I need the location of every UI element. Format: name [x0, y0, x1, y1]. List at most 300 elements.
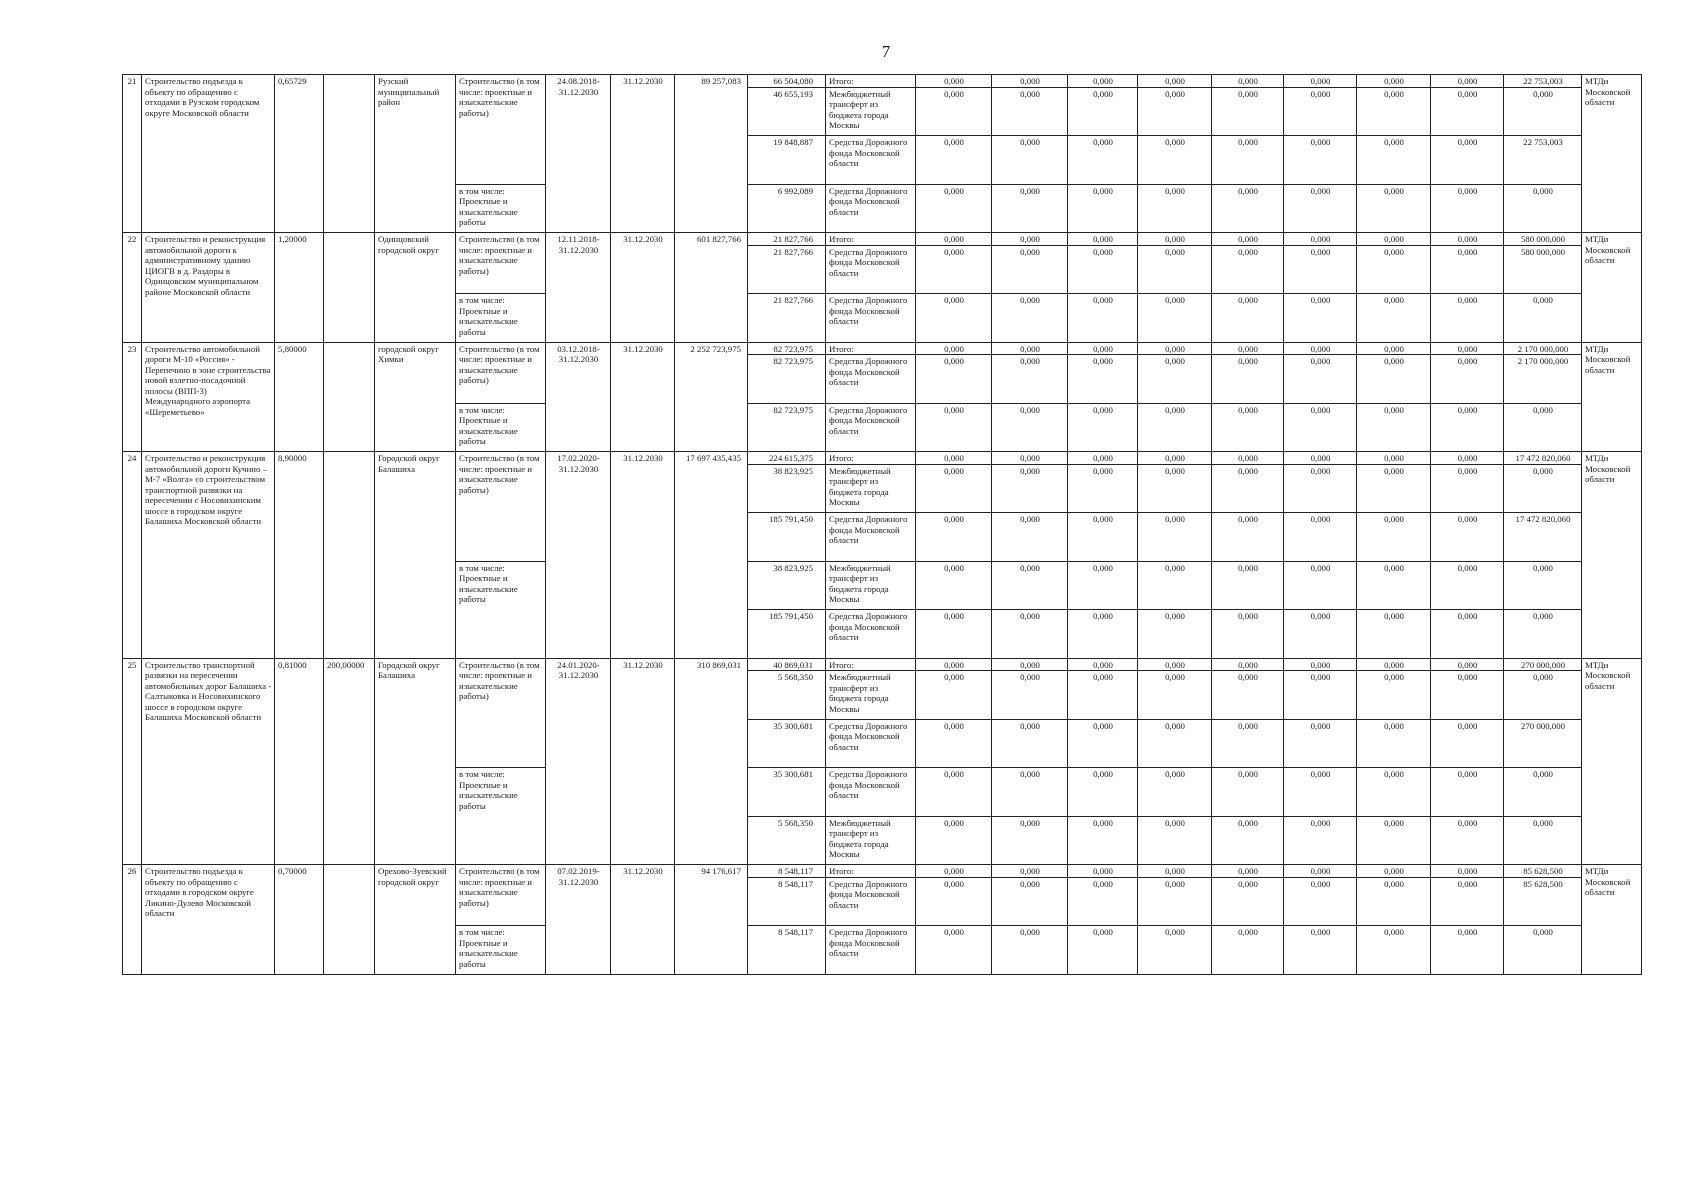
amount-value: 0,000: [1431, 245, 1504, 294]
amount-value: 0,000: [1284, 865, 1357, 878]
amount-value: 0,000: [916, 136, 992, 185]
amount-value: 0,000: [916, 75, 992, 88]
funding-source: Средства Дорожного фонда Московской области: [826, 294, 916, 343]
funding-amount: 185 791,450: [748, 513, 826, 562]
responsible-org: МТДи Московской области: [1582, 75, 1642, 233]
amount-value: 0,000: [1068, 294, 1138, 343]
amount-value: 2 170 000,000: [1504, 342, 1582, 355]
works-construction: Строительство (в том числе: проектные и изыскательские работы): [456, 452, 546, 562]
municipality: городской округ Химки: [375, 342, 456, 452]
funding-amount: 82 723,975: [748, 355, 826, 404]
amount-value: 0,000: [1138, 245, 1212, 294]
project-number: 26: [123, 865, 142, 975]
amount-value: 0,000: [1138, 75, 1212, 88]
amount-value: 0,000: [916, 610, 992, 659]
funding-amount: 21 827,766: [748, 294, 826, 343]
project-length-2: 200,00000: [324, 658, 375, 865]
amount-value: 0,000: [992, 233, 1068, 246]
period: 24.08.2018-31.12.2030: [546, 75, 611, 233]
amount-value: 0,000: [1431, 75, 1504, 88]
project-length-2: [324, 865, 375, 975]
amount-value: 0,000: [1068, 671, 1138, 720]
amount-value: 0,000: [1284, 75, 1357, 88]
amount-value: 0,000: [1138, 452, 1212, 465]
amount-value: 0,000: [1431, 671, 1504, 720]
amount-value: 0,000: [1504, 671, 1582, 720]
amount-value: 0,000: [1357, 75, 1431, 88]
amount-value: 0,000: [1212, 355, 1284, 404]
project-length-2: [324, 452, 375, 659]
amount-value: 0,000: [916, 87, 992, 136]
amount-value: 0,000: [1068, 87, 1138, 136]
amount-value: 0,000: [992, 464, 1068, 513]
amount-value: 0,000: [1357, 926, 1431, 975]
amount-value: 0,000: [916, 768, 992, 817]
amount-value: 0,000: [916, 865, 992, 878]
amount-value: 0,000: [1431, 342, 1504, 355]
amount-value: 270 000,000: [1504, 658, 1582, 671]
amount-value: 0,000: [1284, 184, 1357, 233]
municipality: Городской округ Балашиха: [375, 658, 456, 865]
works-design: в том числе: Проектные и изыскательские работы: [456, 403, 546, 452]
table-row: [123, 342, 1642, 355]
responsible-org: МТДи Московской области: [1582, 452, 1642, 659]
works-design: в том числе: Проектные и изыскательские работы: [456, 184, 546, 233]
amount-value: 0,000: [1138, 136, 1212, 185]
funding-source: Межбюджетный трансферт из бюджета города Москвы: [826, 671, 916, 720]
funding-source: Итого:: [826, 452, 916, 465]
amount-value: 0,000: [916, 658, 992, 671]
amount-value: 0,000: [916, 816, 992, 865]
funding-amount: 6 992,089: [748, 184, 826, 233]
projects-table: [122, 74, 1642, 975]
amount-value: 0,000: [916, 184, 992, 233]
amount-value: 0,000: [1357, 136, 1431, 185]
amount-value: 0,000: [992, 294, 1068, 343]
amount-value: 0,000: [1431, 816, 1504, 865]
funding-amount: 5 568,350: [748, 671, 826, 720]
funding-source: Средства Дорожного фонда Московской области: [826, 245, 916, 294]
amount-value: 0,000: [1068, 403, 1138, 452]
project-name: Строительство автомобильной дороги М-10 «Россия» - Перепечино в зоне строительства новой взлетно-посадочной полосы (ВПП-3) Международного аэропорта «Шереметьево»: [142, 342, 275, 452]
works-construction: Строительство (в том числе: проектные и изыскательские работы): [456, 342, 546, 403]
project-name: Строительство и реконструкция автомобильной дороги к административному зданию ЦИОГВ в д. Раздоры в Одинцовском муниципальном районе Московской области: [142, 233, 275, 343]
funding-amount: 38 823,925: [748, 464, 826, 513]
amount-value: 0,000: [1068, 342, 1138, 355]
amount-value: 0,000: [1212, 816, 1284, 865]
amount-value: 0,000: [1138, 865, 1212, 878]
municipality: Городской округ Балашиха: [375, 452, 456, 659]
amount-value: 0,000: [992, 719, 1068, 768]
amount-value: 2 170 000,000: [1504, 355, 1582, 404]
amount-value: 0,000: [1138, 294, 1212, 343]
amount-value: 0,000: [1138, 513, 1212, 562]
amount-value: 0,000: [992, 865, 1068, 878]
amount-value: 0,000: [1284, 610, 1357, 659]
amount-value: 0,000: [1212, 87, 1284, 136]
amount-value: 0,000: [1138, 671, 1212, 720]
amount-value: 0,000: [1284, 342, 1357, 355]
municipality: Орехово-Зуевский городской округ: [375, 865, 456, 975]
funding-source: Итого:: [826, 658, 916, 671]
funding-amount: 19 848,887: [748, 136, 826, 185]
project-number: 25: [123, 658, 142, 865]
amount-value: 85 628,500: [1504, 877, 1582, 926]
amount-value: 0,000: [916, 245, 992, 294]
funding-source: Средства Дорожного фонда Московской области: [826, 513, 916, 562]
amount-value: 0,000: [1068, 245, 1138, 294]
amount-value: 0,000: [1357, 342, 1431, 355]
amount-value: 0,000: [1357, 87, 1431, 136]
amount-value: 0,000: [1212, 768, 1284, 817]
amount-value: 0,000: [1357, 610, 1431, 659]
period: 12.11.2018-31.12.2030: [546, 233, 611, 343]
amount-value: 0,000: [1068, 513, 1138, 562]
amount-value: 0,000: [1357, 355, 1431, 404]
amount-value: 0,000: [1504, 610, 1582, 659]
project-name: Строительство транспортной развязки на пересечении автомобильных дорог Балашиха - Салтыковка и Носовихинского шоссе в городском округе Балашиха Московской области: [142, 658, 275, 865]
amount-value: 0,000: [1504, 816, 1582, 865]
funding-source: Итого:: [826, 233, 916, 246]
amount-value: 0,000: [1068, 865, 1138, 878]
projects-table-body: [123, 75, 1642, 975]
amount-value: 0,000: [1431, 294, 1504, 343]
amount-value: 0,000: [1068, 136, 1138, 185]
amount-value: 0,000: [992, 87, 1068, 136]
amount-value: 0,000: [916, 464, 992, 513]
amount-value: 0,000: [1068, 877, 1138, 926]
responsible-org: МТДи Московской области: [1582, 658, 1642, 865]
amount-value: 0,000: [1138, 877, 1212, 926]
amount-value: 0,000: [1284, 877, 1357, 926]
amount-value: 0,000: [1357, 513, 1431, 562]
funding-source: Межбюджетный трансферт из бюджета города Москвы: [826, 464, 916, 513]
amount-value: 0,000: [1068, 816, 1138, 865]
period: 07.02.2019-31.12.2030: [546, 865, 611, 975]
amount-value: 0,000: [1284, 355, 1357, 404]
project-length: 0,81000: [275, 658, 324, 865]
amount-value: 85 628,500: [1504, 865, 1582, 878]
amount-value: 0,000: [1357, 658, 1431, 671]
amount-value: 0,000: [1431, 513, 1504, 562]
amount-value: 0,000: [1212, 245, 1284, 294]
funding-source: Средства Дорожного фонда Московской области: [826, 136, 916, 185]
amount-value: 0,000: [992, 403, 1068, 452]
amount-value: 0,000: [1357, 877, 1431, 926]
amount-value: 0,000: [1431, 184, 1504, 233]
amount-value: 0,000: [1138, 768, 1212, 817]
funding-amount: 224 615,375: [748, 452, 826, 465]
amount-value: 0,000: [1212, 610, 1284, 659]
funding-amount: 40 869,031: [748, 658, 826, 671]
amount-value: 0,000: [992, 877, 1068, 926]
amount-value: 0,000: [992, 513, 1068, 562]
funding-amount: 185 791,450: [748, 610, 826, 659]
funding-amount: 82 723,975: [748, 403, 826, 452]
funding-amount: 21 827,766: [748, 245, 826, 294]
amount-value: 0,000: [992, 768, 1068, 817]
amount-value: 0,000: [992, 816, 1068, 865]
amount-value: 0,000: [916, 513, 992, 562]
project-number: 21: [123, 75, 142, 233]
project-length: 1,20000: [275, 233, 324, 343]
funding-source: Межбюджетный трансферт из бюджета города Москвы: [826, 87, 916, 136]
amount-value: 580 000,000: [1504, 245, 1582, 294]
amount-value: 0,000: [992, 75, 1068, 88]
amount-value: 0,000: [1504, 184, 1582, 233]
amount-value: 0,000: [992, 342, 1068, 355]
table-row: [123, 452, 1642, 465]
amount-value: 0,000: [992, 658, 1068, 671]
project-name: Строительство и реконструкция автомобильной дороги Кучино – М-7 «Волга» со строительством транспортной развязки на пересечении с Носовихинским шоссе в городском округе Балашиха Московской области: [142, 452, 275, 659]
amount-value: 580 000,000: [1504, 233, 1582, 246]
amount-value: 17 472 820,060: [1504, 452, 1582, 465]
amount-value: 0,000: [1357, 768, 1431, 817]
amount-value: 0,000: [1284, 658, 1357, 671]
amount-value: 0,000: [1138, 184, 1212, 233]
amount-value: 0,000: [992, 561, 1068, 610]
funding-source: Итого:: [826, 342, 916, 355]
funding-amount: 82 723,975: [748, 342, 826, 355]
amount-value: 0,000: [1284, 513, 1357, 562]
end-date: 31.12.2030: [611, 233, 675, 343]
funding-amount: 35 300,681: [748, 768, 826, 817]
amount-value: 0,000: [916, 342, 992, 355]
amount-value: 0,000: [1068, 355, 1138, 404]
project-number: 23: [123, 342, 142, 452]
amount-value: 0,000: [1504, 926, 1582, 975]
amount-value: 0,000: [1431, 610, 1504, 659]
amount-value: 0,000: [1504, 403, 1582, 452]
amount-value: 0,000: [1212, 294, 1284, 343]
amount-value: 0,000: [1138, 342, 1212, 355]
funding-source: Средства Дорожного фонда Московской области: [826, 719, 916, 768]
funding-source: Средства Дорожного фонда Московской области: [826, 768, 916, 817]
amount-value: 0,000: [1138, 233, 1212, 246]
amount-value: 0,000: [992, 245, 1068, 294]
funding-source: Средства Дорожного фонда Московской области: [826, 610, 916, 659]
amount-value: 0,000: [916, 719, 992, 768]
amount-value: 0,000: [1284, 87, 1357, 136]
amount-value: 0,000: [916, 403, 992, 452]
amount-value: 0,000: [1068, 464, 1138, 513]
funding-amount: 5 568,350: [748, 816, 826, 865]
table-row: [123, 75, 1642, 88]
project-cost: 94 176,617: [675, 865, 748, 975]
amount-value: 0,000: [1068, 75, 1138, 88]
amount-value: 0,000: [1431, 233, 1504, 246]
end-date: 31.12.2030: [611, 658, 675, 865]
amount-value: 0,000: [1504, 768, 1582, 817]
amount-value: 0,000: [1284, 452, 1357, 465]
amount-value: 0,000: [1212, 136, 1284, 185]
amount-value: 0,000: [1212, 513, 1284, 562]
works-design: в том числе: Проектные и изыскательские работы: [456, 768, 546, 865]
amount-value: 0,000: [1068, 719, 1138, 768]
amount-value: 0,000: [1212, 926, 1284, 975]
amount-value: 0,000: [1068, 233, 1138, 246]
period: 24.01.2020-31.12.2030: [546, 658, 611, 865]
amount-value: 0,000: [1284, 136, 1357, 185]
works-construction: Строительство (в том числе: проектные и изыскательские работы): [456, 865, 546, 926]
amount-value: 0,000: [1212, 233, 1284, 246]
amount-value: 0,000: [1357, 561, 1431, 610]
page-number: 7: [881, 42, 891, 61]
amount-value: 22 753,003: [1504, 136, 1582, 185]
end-date: 31.12.2030: [611, 342, 675, 452]
amount-value: 0,000: [1357, 233, 1431, 246]
amount-value: 0,000: [1138, 610, 1212, 659]
table-row: [123, 233, 1642, 246]
funding-amount: 8 548,117: [748, 877, 826, 926]
project-name: Строительство подъезда к объекту по обращению с отходами в Рузском городском округе Московской области: [142, 75, 275, 233]
amount-value: 0,000: [1212, 403, 1284, 452]
amount-value: 0,000: [1357, 719, 1431, 768]
amount-value: 0,000: [1357, 403, 1431, 452]
amount-value: 0,000: [1212, 658, 1284, 671]
amount-value: 0,000: [1212, 865, 1284, 878]
project-length: 0,65729: [275, 75, 324, 233]
project-length-2: [324, 233, 375, 343]
amount-value: 0,000: [1431, 719, 1504, 768]
amount-value: 0,000: [1431, 464, 1504, 513]
amount-value: 0,000: [1431, 658, 1504, 671]
project-length: 5,80000: [275, 342, 324, 452]
amount-value: 0,000: [992, 671, 1068, 720]
period: 03.12.2018-31.12.2030: [546, 342, 611, 452]
works-design: в том числе: Проектные и изыскательские работы: [456, 561, 546, 658]
amount-value: 0,000: [1284, 294, 1357, 343]
project-cost: 601 827,766: [675, 233, 748, 343]
funding-source: Средства Дорожного фонда Московской области: [826, 926, 916, 975]
project-number: 24: [123, 452, 142, 659]
amount-value: 0,000: [1284, 768, 1357, 817]
amount-value: 0,000: [1212, 75, 1284, 88]
amount-value: 0,000: [1138, 561, 1212, 610]
amount-value: 0,000: [916, 355, 992, 404]
amount-value: 0,000: [1357, 452, 1431, 465]
amount-value: 0,000: [1138, 87, 1212, 136]
amount-value: 17 472 820,060: [1504, 513, 1582, 562]
amount-value: 0,000: [1284, 464, 1357, 513]
amount-value: 0,000: [1068, 561, 1138, 610]
works-construction: Строительство (в том числе: проектные и изыскательские работы): [456, 75, 546, 185]
table-row: [123, 658, 1642, 671]
works-construction: Строительство (в том числе: проектные и изыскательские работы): [456, 658, 546, 768]
amount-value: 0,000: [1138, 403, 1212, 452]
amount-value: 0,000: [1357, 816, 1431, 865]
amount-value: 0,000: [1284, 561, 1357, 610]
end-date: 31.12.2030: [611, 865, 675, 975]
amount-value: 0,000: [1068, 452, 1138, 465]
amount-value: 0,000: [992, 926, 1068, 975]
project-cost: 17 697 435,435: [675, 452, 748, 659]
amount-value: 0,000: [1284, 719, 1357, 768]
amount-value: 0,000: [1504, 464, 1582, 513]
amount-value: 270 000,000: [1504, 719, 1582, 768]
municipality: Одинцовский городской округ: [375, 233, 456, 343]
amount-value: 0,000: [1357, 294, 1431, 343]
project-length: 8,90000: [275, 452, 324, 659]
amount-value: 0,000: [1212, 184, 1284, 233]
amount-value: 0,000: [1357, 464, 1431, 513]
amount-value: 0,000: [1212, 877, 1284, 926]
project-length: 0,70000: [275, 865, 324, 975]
project-number: 22: [123, 233, 142, 343]
amount-value: 0,000: [1284, 816, 1357, 865]
end-date: 31.12.2030: [611, 75, 675, 233]
funding-amount: 8 548,117: [748, 926, 826, 975]
funding-amount: 35 300,681: [748, 719, 826, 768]
amount-value: 0,000: [916, 294, 992, 343]
responsible-org: МТДи Московской области: [1582, 865, 1642, 975]
funding-source: Средства Дорожного фонда Московской области: [826, 877, 916, 926]
funding-source: Межбюджетный трансферт из бюджета города Москвы: [826, 561, 916, 610]
amount-value: 0,000: [1068, 610, 1138, 659]
amount-value: 0,000: [1431, 865, 1504, 878]
amount-value: 0,000: [1504, 561, 1582, 610]
amount-value: 0,000: [1138, 464, 1212, 513]
amount-value: 0,000: [1138, 926, 1212, 975]
funding-amount: 38 823,925: [748, 561, 826, 610]
amount-value: 0,000: [916, 926, 992, 975]
municipality: Рузский муниципальный район: [375, 75, 456, 233]
amount-value: 0,000: [916, 452, 992, 465]
amount-value: 0,000: [1504, 294, 1582, 343]
amount-value: 0,000: [1431, 355, 1504, 404]
project-length-2: [324, 75, 375, 233]
project-name: Строительство подъезда к объекту по обращению с отходами в городском округе Ликино-Дулево Московской области: [142, 865, 275, 975]
amount-value: 0,000: [916, 233, 992, 246]
amount-value: 0,000: [1431, 561, 1504, 610]
amount-value: 0,000: [992, 452, 1068, 465]
funding-amount: 21 827,766: [748, 233, 826, 246]
amount-value: 0,000: [1431, 768, 1504, 817]
amount-value: 0,000: [1357, 245, 1431, 294]
amount-value: 0,000: [1138, 355, 1212, 404]
project-cost: 2 252 723,975: [675, 342, 748, 452]
amount-value: 0,000: [916, 877, 992, 926]
funding-source: Средства Дорожного фонда Московской области: [826, 184, 916, 233]
responsible-org: МТДи Московской области: [1582, 233, 1642, 343]
works-design: в том числе: Проектные и изыскательские работы: [456, 294, 546, 343]
works-design: в том числе: Проектные и изыскательские работы: [456, 926, 546, 975]
amount-value: 0,000: [1212, 561, 1284, 610]
amount-value: 0,000: [1284, 245, 1357, 294]
amount-value: 0,000: [1284, 671, 1357, 720]
amount-value: 0,000: [1212, 719, 1284, 768]
responsible-org: МТДи Московской области: [1582, 342, 1642, 452]
amount-value: 0,000: [1431, 877, 1504, 926]
amount-value: 0,000: [1504, 87, 1582, 136]
amount-value: 0,000: [916, 671, 992, 720]
amount-value: 0,000: [916, 561, 992, 610]
amount-value: 0,000: [1431, 136, 1504, 185]
table-row: [123, 865, 1642, 878]
amount-value: 0,000: [1138, 658, 1212, 671]
funding-source: Средства Дорожного фонда Московской области: [826, 355, 916, 404]
project-length-2: [324, 342, 375, 452]
funding-source: Итого:: [826, 75, 916, 88]
period: 17.02.2020-31.12.2030: [546, 452, 611, 659]
project-cost: 310 869,031: [675, 658, 748, 865]
project-cost: 89 257,083: [675, 75, 748, 233]
funding-amount: 46 655,193: [748, 87, 826, 136]
amount-value: 0,000: [1212, 671, 1284, 720]
amount-value: 0,000: [1431, 452, 1504, 465]
funding-source: Межбюджетный трансферт из бюджета города Москвы: [826, 816, 916, 865]
amount-value: 0,000: [1284, 403, 1357, 452]
